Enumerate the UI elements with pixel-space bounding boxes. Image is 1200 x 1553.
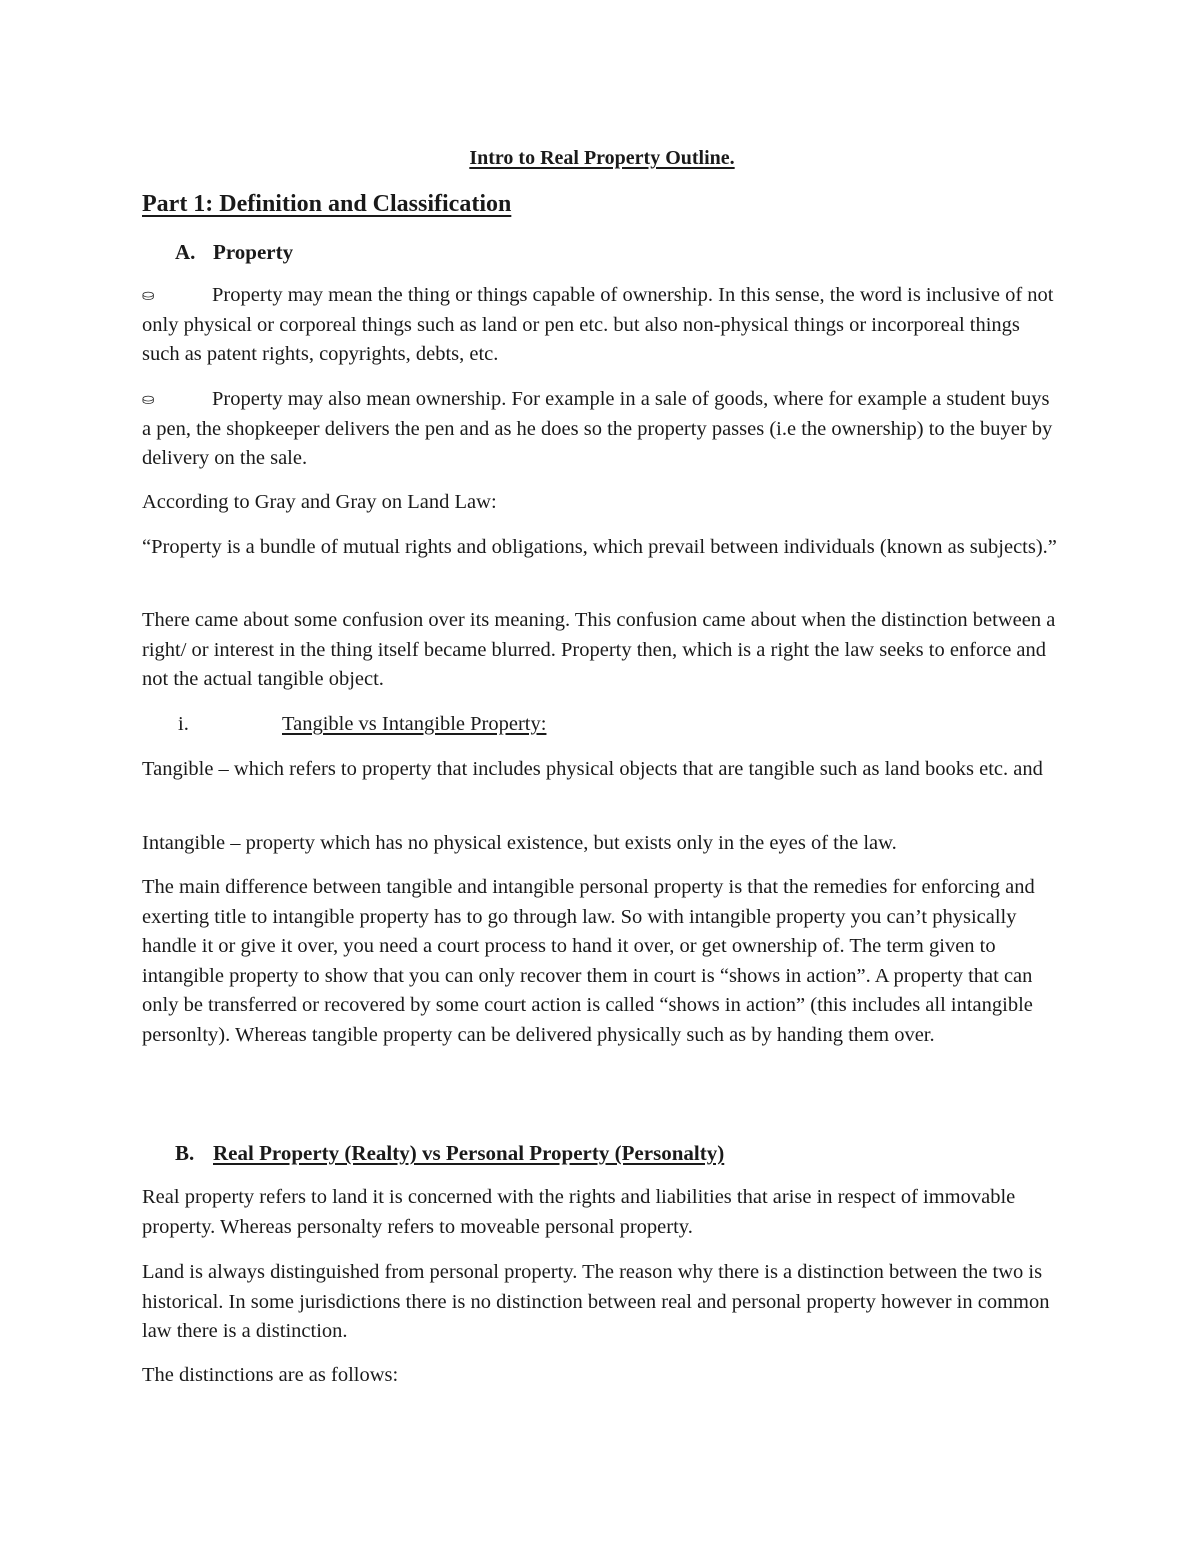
intangible-paragraph: Intangible – property which has no physical existence, but exists only in the eyes of the law. [142, 832, 897, 854]
section-b-letter: B. [175, 1141, 195, 1165]
section-b-heading [142, 1139, 1062, 1167]
bullet-icon: ⛀ [142, 286, 155, 304]
bullet-icon: ⛀ [142, 390, 155, 408]
bullet-paragraph [142, 281, 1062, 370]
section-a-heading [142, 238, 1062, 266]
gray-quote-paragraph: “Property is a bundle of mutual rights and obligations, which prevail between individuals (known as subjects).” [142, 536, 1057, 558]
section-a-title: Property [213, 240, 294, 264]
real-property-paragraph: Real property refers to land it is concerned with the rights and liabilities that arise in respect of immovable property. Whereas personalty refers to moveable personal property. [142, 1186, 1016, 1238]
subsection-i-title: Tangible vs Intangible Property: [282, 713, 547, 735]
subsection-i-heading [142, 710, 1062, 740]
land-distinction-paragraph: Land is always distinguished from personal property. The reason why there is a distinction between the two is historical. In some jurisdictions there is no distinction between real and personal property however in common law there is a distinction. [142, 1261, 1050, 1342]
section-b-title: Real Property (Realty) vs Personal Property (Personalty) [213, 1141, 725, 1165]
difference-paragraph: The main difference between tangible and intangible personal property is that the remedies for enforcing and exerting title to intangible property has to go through law. So with intangible property you can’t physically handle it or give it over, you need a court process to hand it over, or get ownership of. The term given to intangible property to show that you can only recover them in court is “shows in action”. A property that can only be transferred or recovered by some court action is called “shows in action” (this includes all intangible personlty). Whereas tangible property can be delivered physically such as by handing them over. [142, 876, 1035, 1046]
bullet-text: Property may mean the thing or things capable of ownership. In this sense, the word is inclusive of not only physical or corporeal things such as land or pen etc. but also non-physical things or incorporeal things such as patent rights, copyrights, debts, etc. [142, 284, 1054, 365]
document-title: Intro to Real Property Outline. [469, 147, 735, 169]
bullet-text: Property may also mean ownership. For example in a sale of goods, where for example a student buys a pen, the shopkeeper delivers the pen and as he does so the property passes (i.e the ownership) to the buyer by delivery on the sale. [142, 388, 1053, 469]
part-1-heading: Part 1: Definition and Classification [142, 191, 512, 217]
gray-intro-paragraph: According to Gray and Gray on Land Law: [142, 491, 497, 513]
tangible-paragraph: Tangible – which refers to property that includes physical objects that are tangible such as land books etc. and [142, 758, 1043, 780]
subsection-i-numeral: i. [178, 713, 189, 735]
bullet-paragraph [142, 385, 1062, 474]
distinctions-intro-paragraph: The distinctions are as follows: [142, 1364, 399, 1386]
confusion-paragraph: There came about some confusion over its meaning. This confusion came about when the distinction between a right/ or interest in the thing itself became blurred. Property then, which is a right the law seeks to enforce and not the actual tangible object. [142, 609, 1056, 690]
section-a-letter: A. [175, 240, 196, 264]
